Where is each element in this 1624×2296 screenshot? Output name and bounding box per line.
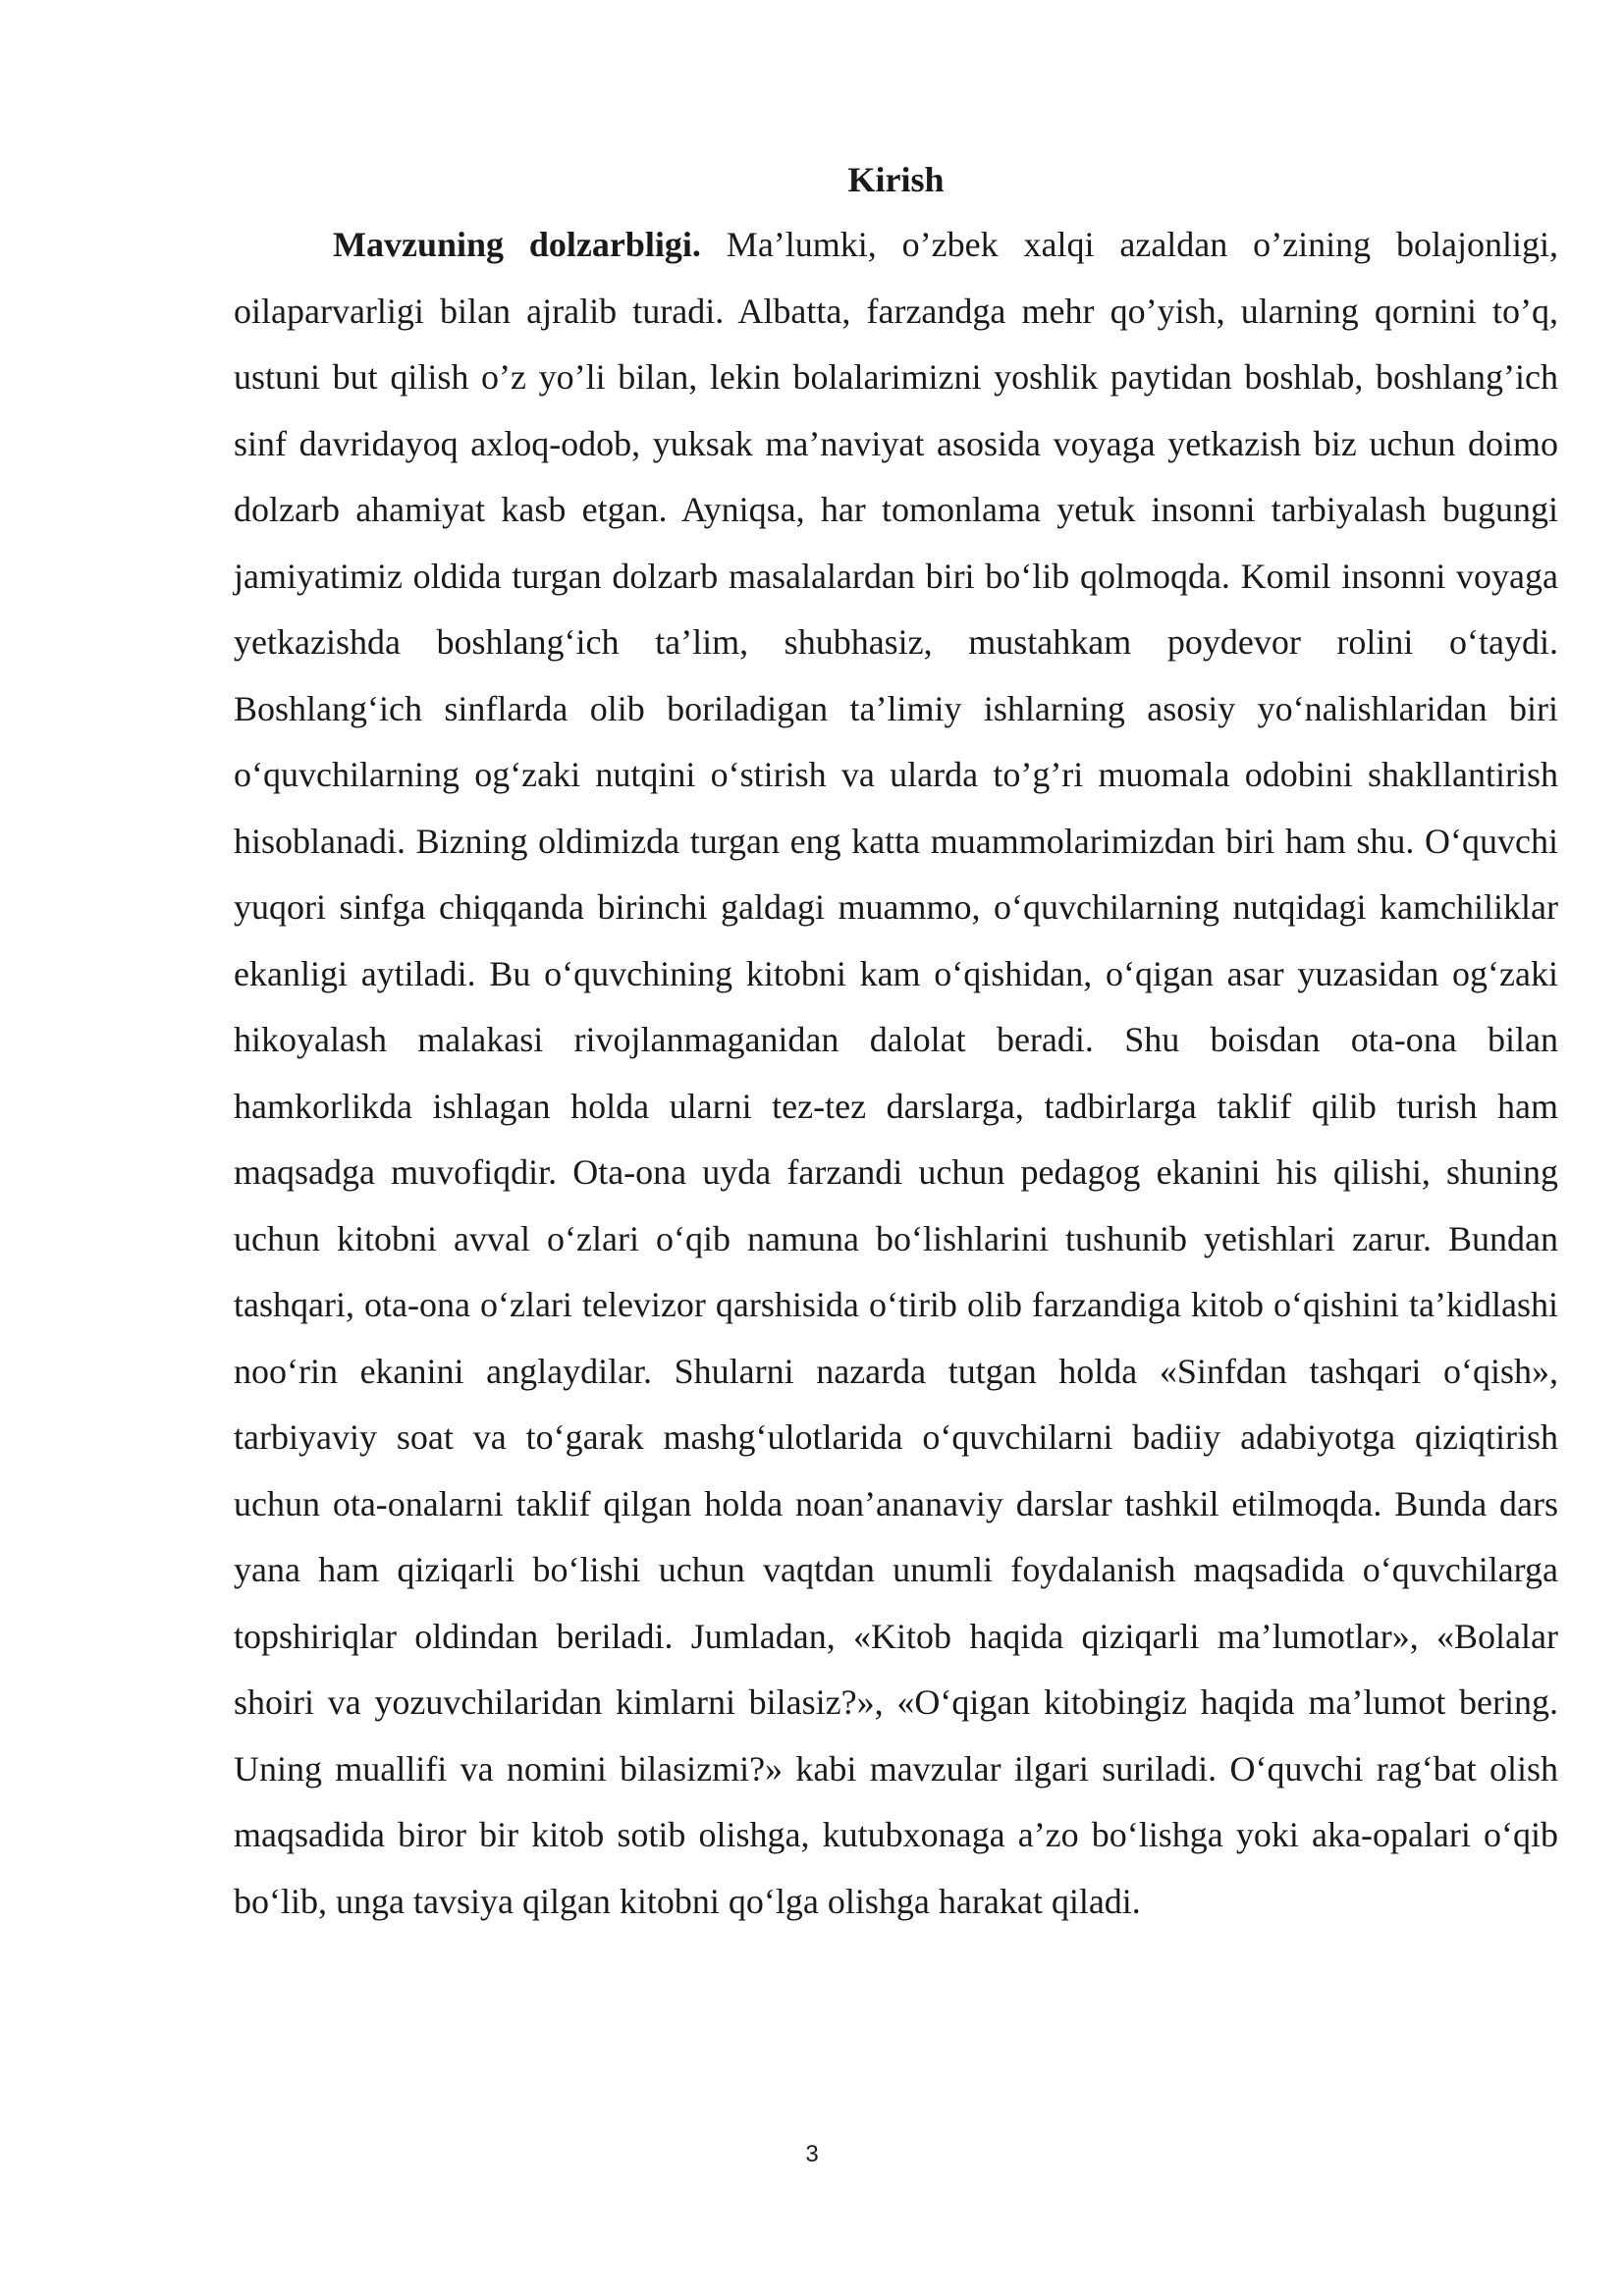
page-number: 3 — [805, 2141, 819, 2167]
body-paragraph — [234, 212, 1558, 1935]
paragraph-text: Ma’lumki, o’zbek xalqi azaldan o’zining bolajonligi, oilaparvarligi bilan ajralib turadi. Albatta, farzandga mehr qo’yish, ularning qornini to’q, ustuni but qilish o’z yo’li bilan, lekin bolalarimizni yoshlik paytidan boshlab, boshlang’ich sinf davridayoq axloq-odob, yuksak ma’naviyat asosida voyaga yetkazish biz uchun doimo dolzarb ahamiyat kasb etgan. Ayniqsa, har tomonlama yetuk insonni tarbiyalash bugungi jamiyatimiz oldida turgan dolzarb masalalardan biri bo‘lib qolmoqda. Komil insonni voyaga yetkazishda boshlang‘ich ta’lim, shubhasiz, mustahkam poydevor rolini o‘taydi. Boshlang‘ich sinflarda olib boriladigan ta’limiy ishlarning asosiy yo‘nalishlaridan biri o‘quvchilarning og‘zaki nutqini o‘stirish va ularda to’g’ri muomala odobini shakllantirish hisoblanadi. Bizning oldimizda turgan eng katta muammolarimizdan biri ham shu. O‘quvchi yuqori sinfga chiqqanda birinchi galdagi muammo, o‘quvchilarning nutqidagi kamchiliklar ekanligi aytiladi. Bu o‘quvchining kitobni kam o‘qishidan, o‘qigan asar yuzasidan og‘zaki hikoyalash malakasi rivojlanmaganidan dalolat beradi. Shu boisdan ota-ona bilan hamkorlikda ishlagan holda ularni tez-tez darslarga, tadbirlarga taklif qilib turish ham maqsadga muvofiqdir. Ota-ona uyda farzandi uchun pedagog ekanini his qilishi, shuning uchun kitobni avval o‘zlari o‘qib namuna bo‘lishlarini tushunib yetishlari zarur. Bundan tashqari, ota-ona o‘zlari televizor qarshisida o‘tirib olib farzandiga kitob o‘qishini ta’kidlashi noo‘rin ekanini anglaydilar. Shularni nazarda tutgan holda «Sinfdan tashqari o‘qish», tarbiyaviy soat va to‘garak mashg‘ulotlarida o‘quvchilarni badiiy adabiyotga qiziqtirish uchun ota-onalarni taklif qilgan holda noan’ananaviy darslar tashkil etilmoqda. Bunda dars yana ham qiziqarli bo‘lishi uchun vaqtdan unumli foydalanish maqsadida o‘quvchilarga topshiriqlar oldindan beriladi. Jumladan, «Kitob haqida qiziqarli ma’lumotlar», «Bolalar shoiri va yozuvchilaridan kimlarni bilasiz?», «O‘qigan kitobingiz haqida ma’lumot bering. Uning muallifi va nomini bilasizmi?» kabi mavzular ilgari suriladi. O‘quvchi rag‘bat olish maqsadida biror bir kitob sotib olishga, kutubxonaga a’zo bo‘lishga yoki aka-opalari o‘qib bo‘lib, unga tavsiya qilgan kitobni qo‘lga olishga harakat qiladi. — [234, 225, 1558, 1921]
section-heading: Kirish — [847, 160, 945, 199]
document-page — [234, 147, 1558, 1935]
paragraph-lead: Mavzuning dolzarbligi. — [333, 225, 701, 264]
